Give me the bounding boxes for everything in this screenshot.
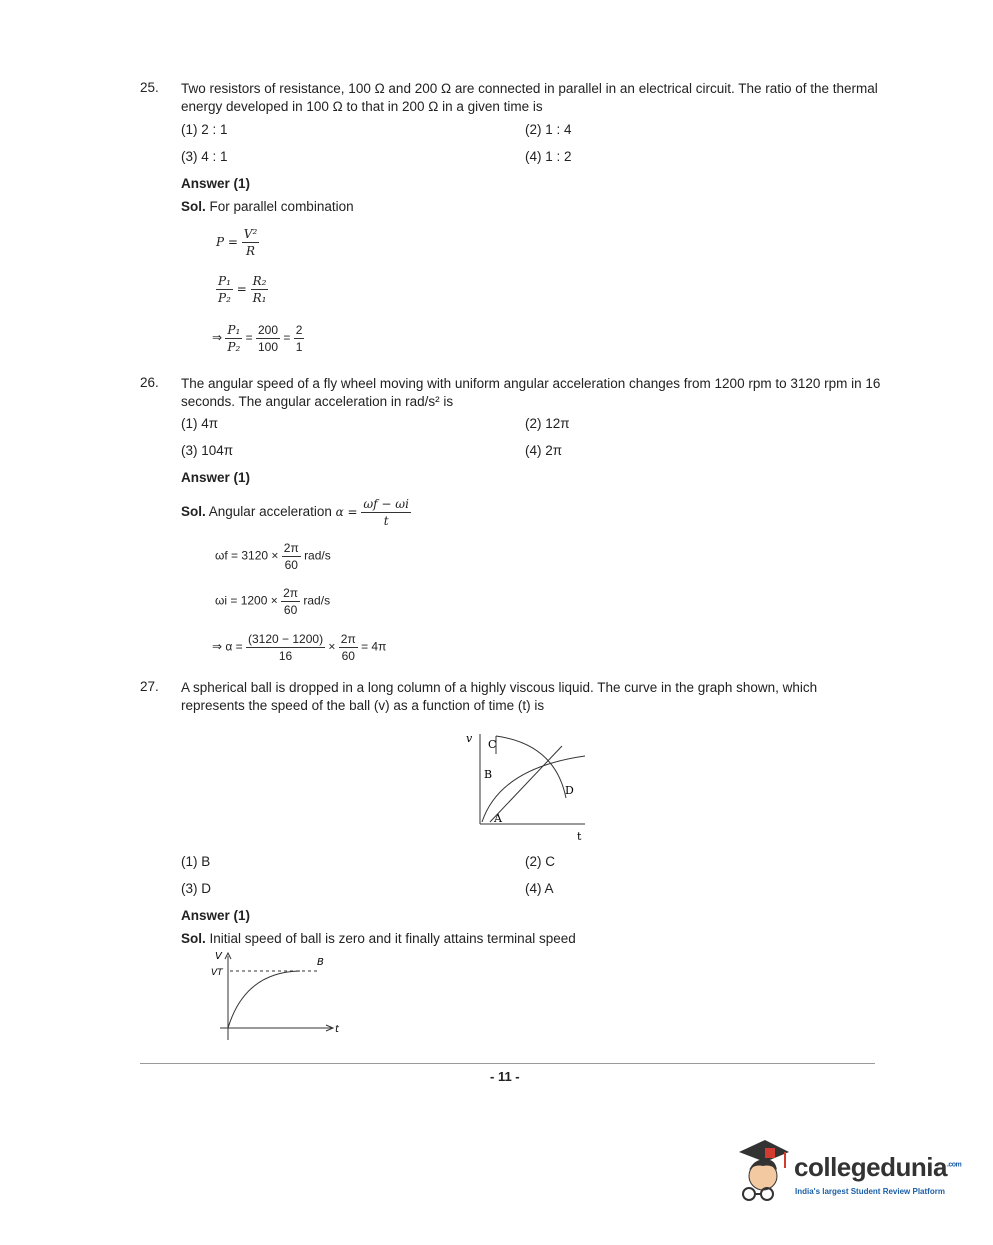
brand-name: collegedunia$^{.com}$ xyxy=(794,1152,962,1182)
brand-tagline: India's largest Student Review Platform xyxy=(795,1187,945,1196)
q27-option-4: (4) A xyxy=(525,881,554,896)
sol-label: Sol. xyxy=(181,504,206,520)
q27-solution xyxy=(181,931,576,946)
q25-number: 25. xyxy=(140,80,159,95)
q25-option-4: (4) 1 : 2 xyxy=(525,149,572,164)
sol-label: Sol. xyxy=(181,199,206,214)
q26-number: 26. xyxy=(140,375,159,390)
q27-option-1: (1) B xyxy=(181,854,211,869)
q27-answer: Answer (1) xyxy=(181,908,251,923)
sol-text: Angular acceleration xyxy=(208,504,332,520)
curve-d xyxy=(496,736,566,798)
q25-eq-power: P = $\frac{\text{V²}}{R}$ xyxy=(216,227,258,258)
q25-eq-ratio: $\frac{\text{P₁}}{\text{P₂}}$ = $\frac{\text{R₂}}{\text{R₁}}$ xyxy=(218,274,267,305)
graph-y-label: v xyxy=(466,732,473,745)
q25-text: Two resistors of resistance, 100 Ω and 200 Ω are connected in parallel in an electrical circuit. The ratio of the thermal energy developed in 100 Ω to that in 200 Ω in a given time is xyxy=(181,81,878,114)
q27-text: A spherical ball is dropped in a long column of a highly viscous liquid. The curve in the graph shown, which represents the speed of the ball (v) as a function of time (t) is xyxy=(181,680,818,713)
collegedunia-logo-icon xyxy=(735,1138,791,1206)
q26-option-1: (1) 4π xyxy=(181,416,219,431)
q26-eq-result: ⇒ α = $\frac{(3120 - 1200)}{16}$ × $\frac{2\pi}{60}$ = 4π xyxy=(212,632,387,663)
footer-divider xyxy=(140,1063,875,1064)
q25-solution xyxy=(181,199,354,214)
sol-curve-b xyxy=(228,971,300,1028)
sol-y-label: V xyxy=(215,951,222,962)
label-b: B xyxy=(484,768,493,781)
sol-vt-label: VT xyxy=(211,968,223,978)
q26-eq-wi: ωi = 1200 × $\frac{2\pi}{60}$ rad/s xyxy=(215,586,331,617)
sol-text: For parallel combination xyxy=(209,199,354,214)
q26-option-2: (2) 12π xyxy=(525,416,570,431)
q25-answer: Answer (1) xyxy=(181,176,251,191)
q26-text: The angular speed of a fly wheel moving with uniform angular acceleration changes from 1200 rpm to 3120 rpm in 16 seconds. The angular acceleration in rad/s² is xyxy=(181,376,881,409)
q27-option-3: (3) D xyxy=(181,881,211,896)
q26-option-4: (4) 2π xyxy=(525,443,563,458)
q25-option-2: (2) 1 : 4 xyxy=(525,122,572,137)
sol-text: Initial speed of ball is zero and it finally attains terminal speed xyxy=(209,931,576,946)
sol-curve-label: B xyxy=(317,957,324,968)
q26-answer: Answer (1) xyxy=(181,470,251,485)
q25-eq-result: ⇒ $\frac{\text{P₁}}{\text{P₂}}$ = $\frac{200}{100}$ = $\frac{2}{1}$ xyxy=(212,323,303,354)
q27-option-2: (2) C xyxy=(525,854,555,869)
curve-a xyxy=(490,746,562,822)
q27-solution-graph xyxy=(205,948,345,1043)
q26-option-3: (3) 104π xyxy=(181,443,234,458)
label-c: C xyxy=(488,738,497,751)
page-number: - 11 - xyxy=(490,1069,520,1084)
label-a: A xyxy=(494,812,502,825)
q26-eq-wf: ωf = 3120 × $\frac{2\pi}{60}$ rad/s xyxy=(215,541,331,572)
q26-solution: Sol. Angular acceleration α = $\frac{\omega f - \omega i}{t}$ xyxy=(181,497,409,528)
sol-x-label: t xyxy=(335,1024,339,1035)
q27-graph xyxy=(460,728,600,846)
sol-label: Sol. xyxy=(181,931,206,946)
graph-x-label: t xyxy=(577,830,582,843)
label-d: D xyxy=(565,784,574,797)
q25-option-3: (3) 4 : 1 xyxy=(181,149,228,164)
q25-option-1: (1) 2 : 1 xyxy=(181,122,228,137)
q27-number: 27. xyxy=(140,679,159,694)
